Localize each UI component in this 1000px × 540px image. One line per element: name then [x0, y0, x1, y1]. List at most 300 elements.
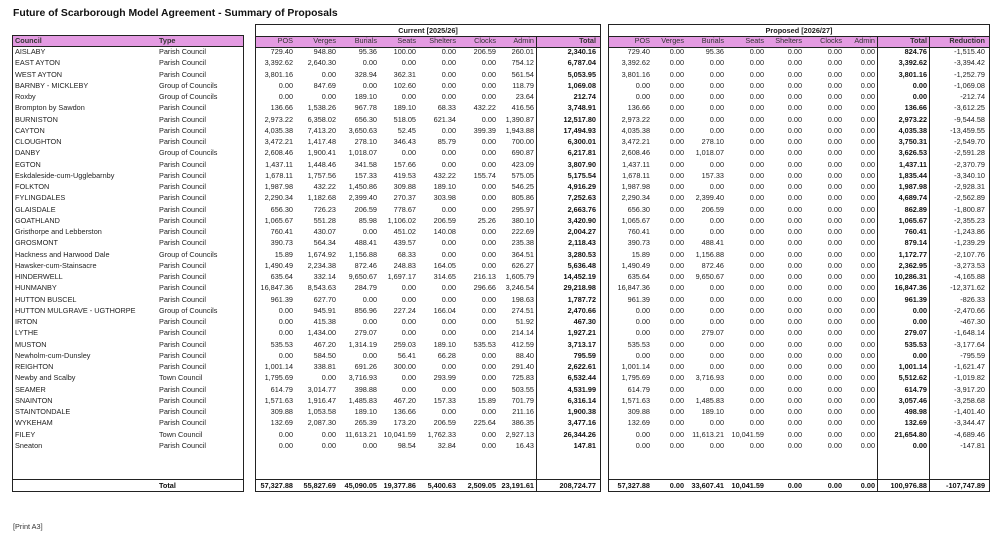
- current-cell-pos: 0.00: [278, 317, 293, 326]
- proposed-cell-seats: 0.00: [749, 384, 764, 394]
- proposed-cell-total: 3,750.31: [898, 137, 927, 146]
- current-cell-clocks: 0.00: [481, 260, 496, 270]
- proposed-cell-clocks: 0.00: [827, 384, 842, 394]
- proposed-cell-total: 1,065.67: [898, 215, 927, 225]
- current-cell-verges: 1,182.68: [307, 193, 336, 203]
- current-cell-clocks: 432.22: [473, 103, 496, 113]
- current-header-seats: Seats: [397, 36, 416, 45]
- proposed-cell-shelters: 0.00: [787, 114, 802, 124]
- council-name: EAST AYTON: [15, 58, 61, 68]
- proposed-cell-reduction: -13,459.55: [950, 125, 985, 135]
- header-type: Type: [159, 36, 176, 45]
- proposed-cell-clocks: 0.00: [827, 58, 842, 68]
- proposed-cell-burials: 3,716.93: [695, 373, 724, 383]
- proposed-cell-burials: 0.00: [709, 69, 724, 79]
- council-name: SEAMER: [15, 384, 46, 394]
- proposed-cell-shelters: 0.00: [787, 440, 802, 450]
- council-header-row: [13, 36, 243, 47]
- left-total-divider: [13, 479, 243, 480]
- proposed-cell-total: 10,286.31: [894, 272, 927, 281]
- current-cell-verges: 2,087.30: [307, 418, 336, 428]
- current-cell-shelters: 621.34: [433, 114, 456, 124]
- proposed-cell-shelters: 0.00: [787, 395, 802, 405]
- proposed-cell-reduction: -2,355.23: [954, 215, 985, 225]
- proposed-cell-total: 961.39: [904, 294, 927, 304]
- proposed-cell-burials: 0.00: [709, 384, 724, 394]
- proposed-cell-shelters: 0.00: [787, 328, 802, 338]
- proposed-cell-admin: 0.00: [860, 339, 875, 349]
- current-cell-pos: 390.73: [270, 238, 293, 248]
- current-cell-total: 2,663.76: [567, 204, 596, 214]
- proposed-header-verges: Verges: [661, 36, 684, 45]
- current-cell-admin: 274.51: [511, 305, 534, 315]
- current-cell-pos: 0.00: [278, 92, 293, 101]
- council-name: Eskdaleside-cum-Ugglebarnby: [15, 170, 115, 180]
- current-cell-verges: 1,053.58: [307, 407, 336, 416]
- proposed-cell-clocks: 0.00: [827, 103, 842, 113]
- council-name: WYKEHAM: [15, 418, 53, 428]
- current-cell-admin: 211.16: [512, 407, 534, 416]
- proposed-cell-burials: 95.36: [705, 47, 724, 56]
- proposed-cell-admin: 0.00: [860, 69, 875, 79]
- proposed-cell-admin: 0.00: [860, 429, 875, 439]
- proposed-cell-total: 1,437.11: [898, 159, 927, 169]
- proposed-cell-verges: 0.00: [669, 238, 684, 248]
- current-cell-burials: 85.98: [358, 215, 377, 225]
- current-cell-seats: 467.20: [393, 395, 416, 405]
- current-cell-verges: 1,538.26: [307, 103, 336, 113]
- proposed-cell-admin: 0.00: [860, 227, 875, 236]
- proposed-total-clocks: 0.00: [827, 481, 842, 490]
- current-cell-admin: 546.25: [511, 182, 534, 191]
- council-type: Parish Council: [159, 238, 207, 248]
- council-type: Parish Council: [159, 294, 207, 304]
- current-cell-total: 795.59: [573, 350, 596, 360]
- current-cell-total: 1,069.08: [567, 80, 596, 90]
- proposed-group-label: Proposed [2026/27]: [765, 26, 833, 35]
- proposed-cell-seats: 0.00: [749, 80, 764, 90]
- current-cell-verges: 847.69: [313, 80, 336, 90]
- current-cell-admin: 503.55: [511, 384, 534, 394]
- current-cell-shelters: 0.00: [441, 238, 456, 248]
- proposed-cell-clocks: 0.00: [827, 125, 842, 135]
- proposed-cell-verges: 0.00: [669, 260, 684, 270]
- proposed-cell-total: 1,172.77: [898, 249, 927, 259]
- current-cell-total: 3,713.17: [567, 339, 596, 349]
- proposed-cell-seats: 0.00: [749, 137, 764, 146]
- council-name: HUTTON MULGRAVE - UGTHORPE: [15, 305, 136, 315]
- proposed-cell-verges: 0.00: [669, 148, 684, 158]
- current-cell-admin: 626.27: [511, 260, 534, 270]
- proposed-header-reduction: Reduction: [949, 36, 985, 45]
- current-cell-clocks: 296.66: [473, 283, 496, 293]
- proposed-cell-reduction: -826.33: [960, 294, 985, 304]
- proposed-cell-total: 132.69: [904, 418, 927, 428]
- proposed-cell-seats: 0.00: [749, 260, 764, 270]
- current-cell-seats: 98.54: [397, 440, 416, 450]
- proposed-cell-pos: 309.88: [627, 407, 650, 416]
- proposed-cell-shelters: 0.00: [787, 418, 802, 428]
- current-cell-admin: 412.59: [511, 339, 534, 349]
- current-cell-total: 2,470.66: [567, 305, 596, 315]
- proposed-cell-burials: 157.33: [701, 170, 724, 180]
- proposed-cell-clocks: 0.00: [827, 429, 842, 439]
- proposed-cell-seats: 0.00: [749, 114, 764, 124]
- current-cell-burials: 0.00: [362, 317, 377, 326]
- current-cell-clocks: 0.00: [481, 58, 496, 68]
- current-cell-admin: 1,605.79: [505, 272, 534, 281]
- proposed-cell-pos: 1,678.11: [622, 170, 650, 180]
- current-cell-admin: 1,390.87: [505, 114, 534, 124]
- proposed-cell-total: 2,973.22: [898, 114, 927, 124]
- proposed-cell-seats: 0.00: [749, 238, 764, 248]
- current-cell-pos: 1,065.67: [264, 215, 293, 225]
- proposed-cell-clocks: 0.00: [827, 159, 842, 169]
- proposed-cell-verges: 0.00: [669, 80, 684, 90]
- proposed-cell-seats: 0.00: [749, 283, 764, 293]
- proposed-cell-burials: 0.00: [709, 92, 724, 101]
- proposed-cell-pos: 136.66: [627, 103, 650, 113]
- proposed-cell-seats: 0.00: [749, 148, 764, 158]
- proposed-cell-clocks: 0.00: [827, 339, 842, 349]
- proposed-cell-reduction: -1,243.86: [954, 227, 985, 236]
- proposed-cell-verges: 0.00: [669, 249, 684, 259]
- proposed-cell-pos: 390.73: [627, 238, 650, 248]
- proposed-cell-total: 862.89: [904, 204, 927, 214]
- current-cell-total: 6,300.01: [567, 137, 596, 146]
- proposed-cell-verges: 0.00: [669, 69, 684, 79]
- current-cell-admin: 700.00: [511, 137, 534, 146]
- proposed-cell-verges: 0.00: [669, 283, 684, 293]
- current-cell-burials: 856.96: [354, 305, 377, 315]
- current-cell-clocks: 0.00: [481, 305, 496, 315]
- proposed-cell-burials: 0.00: [709, 227, 724, 236]
- proposed-cell-clocks: 0.00: [827, 238, 842, 248]
- current-cell-seats: 1,106.02: [387, 215, 416, 225]
- current-cell-total: 5,175.54: [567, 170, 596, 180]
- current-cell-clocks: 0.00: [481, 440, 496, 450]
- current-cell-total: 5,636.48: [567, 260, 596, 270]
- proposed-cell-admin: 0.00: [860, 204, 875, 214]
- proposed-cell-seats: 0.00: [749, 92, 764, 101]
- total-label: Total: [159, 481, 176, 490]
- proposed-cell-pos: 1,065.67: [621, 215, 650, 225]
- current-cell-seats: 0.00: [401, 317, 416, 326]
- current-cell-shelters: 1,762.33: [427, 429, 456, 439]
- current-cell-shelters: 293.99: [433, 373, 456, 383]
- current-cell-total: 29,218.98: [563, 283, 596, 293]
- council-type: Parish Council: [159, 58, 207, 68]
- proposed-cell-burials: 0.00: [709, 114, 724, 124]
- proposed-cell-reduction: -2,562.89: [954, 193, 985, 203]
- current-cell-shelters: 0.00: [441, 328, 456, 338]
- current-cell-burials: 3,650.63: [348, 125, 377, 135]
- proposed-cell-shelters: 0.00: [787, 204, 802, 214]
- current-cell-total: 1,900.38: [567, 407, 596, 416]
- proposed-cell-clocks: 0.00: [827, 407, 842, 416]
- proposed-cell-burials: 1,018.07: [695, 148, 724, 158]
- current-cell-total: 212.74: [573, 92, 596, 101]
- proposed-cell-shelters: 0.00: [787, 148, 802, 158]
- proposed-cell-verges: 0.00: [669, 137, 684, 146]
- council-name: BARNBY - MICKLEBY: [15, 80, 89, 90]
- current-cell-pos: 2,973.22: [264, 114, 293, 124]
- proposed-cell-reduction: -795.59: [960, 350, 985, 360]
- current-total-shelters: 5,400.63: [427, 481, 456, 490]
- current-cell-clocks: 0.00: [481, 193, 496, 203]
- current-cell-clocks: 206.59: [473, 47, 496, 56]
- current-cell-verges: 2,234.38: [307, 260, 336, 270]
- current-cell-seats: 0.00: [401, 294, 416, 304]
- proposed-cell-pos: 1,490.49: [621, 260, 650, 270]
- proposed-cell-verges: 0.00: [669, 373, 684, 383]
- proposed-cell-reduction: -3,612.25: [954, 103, 985, 113]
- current-cell-admin: 3,246.54: [505, 283, 534, 293]
- current-cell-admin: 805.86: [511, 193, 534, 203]
- proposed-cell-pos: 0.00: [635, 80, 650, 90]
- proposed-cell-seats: 0.00: [749, 182, 764, 191]
- current-cell-burials: 488.41: [354, 238, 377, 248]
- council-name: FILEY: [15, 429, 36, 439]
- current-cell-verges: 564.34: [313, 238, 336, 248]
- proposed-cell-pos: 656.30: [627, 204, 650, 214]
- current-cell-burials: 967.78: [354, 103, 377, 113]
- proposed-cell-seats: 10,041.59: [731, 429, 764, 439]
- proposed-cell-shelters: 0.00: [787, 215, 802, 225]
- current-cell-total: 14,452.19: [563, 272, 596, 281]
- proposed-cell-pos: 535.53: [627, 339, 650, 349]
- current-cell-burials: 189.10: [354, 92, 377, 101]
- proposed-cell-verges: 0.00: [669, 182, 684, 191]
- current-cell-pos: 535.53: [270, 339, 293, 349]
- proposed-cell-shelters: 0.00: [787, 249, 802, 259]
- council-type: Parish Council: [159, 170, 207, 180]
- current-cell-admin: 423.09: [511, 159, 534, 169]
- current-cell-pos: 3,801.16: [264, 69, 293, 79]
- current-cell-total: 3,420.90: [567, 215, 596, 225]
- proposed-cell-clocks: 0.00: [827, 182, 842, 191]
- proposed-cell-reduction: -3,273.53: [954, 260, 985, 270]
- current-cell-clocks: 25.26: [477, 215, 496, 225]
- current-cell-clocks: 0.00: [481, 114, 496, 124]
- current-cell-shelters: 189.10: [433, 182, 456, 191]
- current-cell-clocks: 155.74: [473, 170, 496, 180]
- proposed-cell-reduction: -9,544.58: [954, 114, 985, 124]
- current-cell-shelters: 157.33: [433, 395, 456, 405]
- current-cell-total: 6,217.81: [567, 148, 596, 158]
- current-cell-seats: 0.00: [401, 384, 416, 394]
- current-cell-verges: 2,640.30: [307, 58, 336, 68]
- proposed-cell-admin: 0.00: [860, 80, 875, 90]
- page-title: Future of Scarborough Model Agreement - Summary of Proposals: [13, 8, 338, 19]
- council-type: Town Council: [159, 373, 203, 383]
- proposed-cell-pos: 1,987.98: [621, 182, 650, 191]
- proposed-cell-admin: 0.00: [860, 384, 875, 394]
- proposed-cell-shelters: 0.00: [787, 92, 802, 101]
- proposed-cell-shelters: 0.00: [787, 339, 802, 349]
- proposed-cell-reduction: -3,177.64: [954, 339, 985, 349]
- council-type: Parish Council: [159, 395, 207, 405]
- current-cell-admin: 754.12: [511, 58, 534, 68]
- council-type: Parish Council: [159, 350, 207, 360]
- proposed-cell-total: 0.00: [912, 350, 927, 360]
- current-cell-verges: 3,014.77: [307, 384, 336, 394]
- current-cell-verges: 726.23: [313, 204, 336, 214]
- current-cell-pos: 3,472.21: [264, 137, 293, 146]
- proposed-cell-shelters: 0.00: [787, 429, 802, 439]
- proposed-cell-verges: 0.00: [669, 125, 684, 135]
- current-cell-admin: 561.54: [511, 69, 534, 79]
- proposed-cell-shelters: 0.00: [787, 103, 802, 113]
- current-cell-shelters: 0.00: [441, 384, 456, 394]
- current-cell-admin: 380.10: [511, 215, 534, 225]
- proposed-cell-burials: 206.59: [701, 204, 724, 214]
- proposed-cell-clocks: 0.00: [827, 92, 842, 101]
- current-cell-seats: 173.20: [393, 418, 416, 428]
- proposed-cell-admin: 0.00: [860, 440, 875, 450]
- proposed-cell-shelters: 0.00: [787, 350, 802, 360]
- current-cell-seats: 100.00: [393, 47, 416, 56]
- council-name: IRTON: [15, 317, 38, 326]
- council-name: REIGHTON: [15, 362, 54, 371]
- proposed-cell-burials: 0.00: [709, 215, 724, 225]
- current-panel: [255, 24, 601, 492]
- proposed-cell-reduction: -1,515.40: [954, 47, 985, 56]
- current-cell-total: 2,340.16: [567, 47, 596, 56]
- current-cell-seats: 10,041.59: [383, 429, 416, 439]
- proposed-cell-burials: 1,485.83: [695, 395, 724, 405]
- current-cell-total: 4,531.99: [567, 384, 596, 394]
- council-type: Town Council: [159, 429, 203, 439]
- proposed-cell-shelters: 0.00: [787, 159, 802, 169]
- proposed-cell-verges: 0.00: [669, 227, 684, 236]
- proposed-cell-reduction: -1,239.29: [954, 238, 985, 248]
- proposed-cell-shelters: 0.00: [787, 125, 802, 135]
- proposed-cell-total: 4,035.38: [898, 125, 927, 135]
- current-cell-admin: 416.56: [511, 103, 534, 113]
- proposed-cell-reduction: -1,069.08: [954, 80, 985, 90]
- proposed-total-admin: 0.00: [860, 481, 875, 490]
- proposed-cell-burials: 872.46: [701, 260, 724, 270]
- current-cell-verges: 551.28: [313, 215, 336, 225]
- print-note: [Print A3]: [13, 522, 43, 531]
- proposed-total-pos: 57,327.88: [617, 481, 650, 490]
- proposed-cell-total: 4,689.74: [898, 193, 927, 203]
- proposed-cell-reduction: -3,258.68: [954, 395, 985, 405]
- council-name: Gristhorpe and Lebberston: [15, 227, 102, 236]
- current-cell-admin: 23.64: [515, 92, 534, 101]
- current-cell-clocks: 225.64: [473, 418, 496, 428]
- proposed-cell-verges: 0.00: [669, 418, 684, 428]
- council-name: HUNMANBY: [15, 283, 57, 293]
- proposed-cell-shelters: 0.00: [787, 80, 802, 90]
- current-cell-clocks: 0.00: [481, 384, 496, 394]
- current-cell-total: 2,004.27: [567, 227, 596, 236]
- current-cell-burials: 1,018.07: [348, 148, 377, 158]
- proposed-cell-pos: 132.69: [627, 418, 650, 428]
- current-cell-clocks: 0.00: [481, 350, 496, 360]
- proposed-cell-admin: 0.00: [860, 249, 875, 259]
- proposed-cell-burials: 0.00: [709, 103, 724, 113]
- council-type: Parish Council: [159, 407, 207, 416]
- proposed-cell-burials: 1,156.88: [695, 249, 724, 259]
- current-cell-seats: 248.83: [393, 260, 416, 270]
- proposed-cell-pos: 760.41: [627, 227, 650, 236]
- proposed-cell-clocks: 0.00: [827, 272, 842, 281]
- current-cell-verges: 332.14: [313, 272, 336, 281]
- proposed-cell-admin: 0.00: [860, 103, 875, 113]
- proposed-cell-verges: 0.00: [669, 193, 684, 203]
- current-cell-burials: 0.00: [362, 227, 377, 236]
- current-cell-seats: 439.57: [393, 238, 416, 248]
- current-cell-shelters: 166.04: [433, 305, 456, 315]
- proposed-cell-seats: 0.00: [749, 58, 764, 68]
- proposed-cell-admin: 0.00: [860, 193, 875, 203]
- proposed-cell-clocks: 0.00: [827, 362, 842, 371]
- proposed-cell-burials: 0.00: [709, 182, 724, 191]
- current-cell-pos: 1,571.63: [264, 395, 293, 405]
- proposed-cell-clocks: 0.00: [827, 114, 842, 124]
- proposed-cell-admin: 0.00: [860, 350, 875, 360]
- proposed-cell-shelters: 0.00: [787, 69, 802, 79]
- proposed-cell-total: 21,654.80: [894, 429, 927, 439]
- proposed-cell-admin: 0.00: [860, 148, 875, 158]
- proposed-cell-verges: 0.00: [669, 204, 684, 214]
- current-cell-verges: 0.00: [321, 69, 336, 79]
- proposed-cell-seats: 0.00: [749, 249, 764, 259]
- current-cell-verges: 6,358.02: [307, 114, 336, 124]
- current-cell-shelters: 206.59: [433, 418, 456, 428]
- council-type: Group of Councils: [159, 249, 218, 259]
- proposed-cell-seats: 0.00: [749, 170, 764, 180]
- current-cell-pos: 0.00: [278, 440, 293, 450]
- proposed-cell-burials: 279.07: [701, 328, 724, 338]
- council-type: Parish Council: [159, 215, 207, 225]
- current-cell-admin: 575.05: [511, 170, 534, 180]
- proposed-cell-seats: 0.00: [749, 193, 764, 203]
- proposed-cell-shelters: 0.00: [787, 47, 802, 56]
- current-cell-burials: 0.00: [362, 80, 377, 90]
- proposed-cell-shelters: 0.00: [787, 227, 802, 236]
- current-total-verges: 55,827.69: [303, 481, 336, 490]
- proposed-cell-seats: 0.00: [749, 294, 764, 304]
- council-type: Parish Council: [159, 317, 207, 326]
- council-name: MUSTON: [15, 339, 47, 349]
- current-header-admin: Admin: [513, 36, 534, 45]
- proposed-cell-reduction: -3,917.20: [954, 384, 985, 394]
- current-cell-pos: 0.00: [278, 328, 293, 338]
- council-name: CAYTON: [15, 125, 45, 135]
- proposed-cell-admin: 0.00: [860, 407, 875, 416]
- proposed-cell-seats: 0.00: [749, 373, 764, 383]
- proposed-cell-shelters: 0.00: [787, 58, 802, 68]
- council-type: Parish Council: [159, 283, 207, 293]
- proposed-cell-shelters: 0.00: [787, 260, 802, 270]
- current-cell-burials: 1,156.88: [348, 249, 377, 259]
- current-cell-seats: 102.60: [393, 80, 416, 90]
- current-cell-total: 467.30: [573, 317, 596, 326]
- proposed-cell-clocks: 0.00: [827, 148, 842, 158]
- current-cell-admin: 295.97: [511, 204, 534, 214]
- current-header-shelters: Shelters: [429, 36, 456, 45]
- proposed-cell-verges: 0.00: [669, 103, 684, 113]
- proposed-total-seats: 10,041.59: [731, 481, 764, 490]
- council-type: Parish Council: [159, 260, 207, 270]
- current-total-seats: 19,377.86: [383, 481, 416, 490]
- current-cell-clocks: 399.39: [473, 125, 496, 135]
- current-cell-clocks: 0.00: [481, 373, 496, 383]
- current-cell-verges: 1,434.00: [307, 328, 336, 338]
